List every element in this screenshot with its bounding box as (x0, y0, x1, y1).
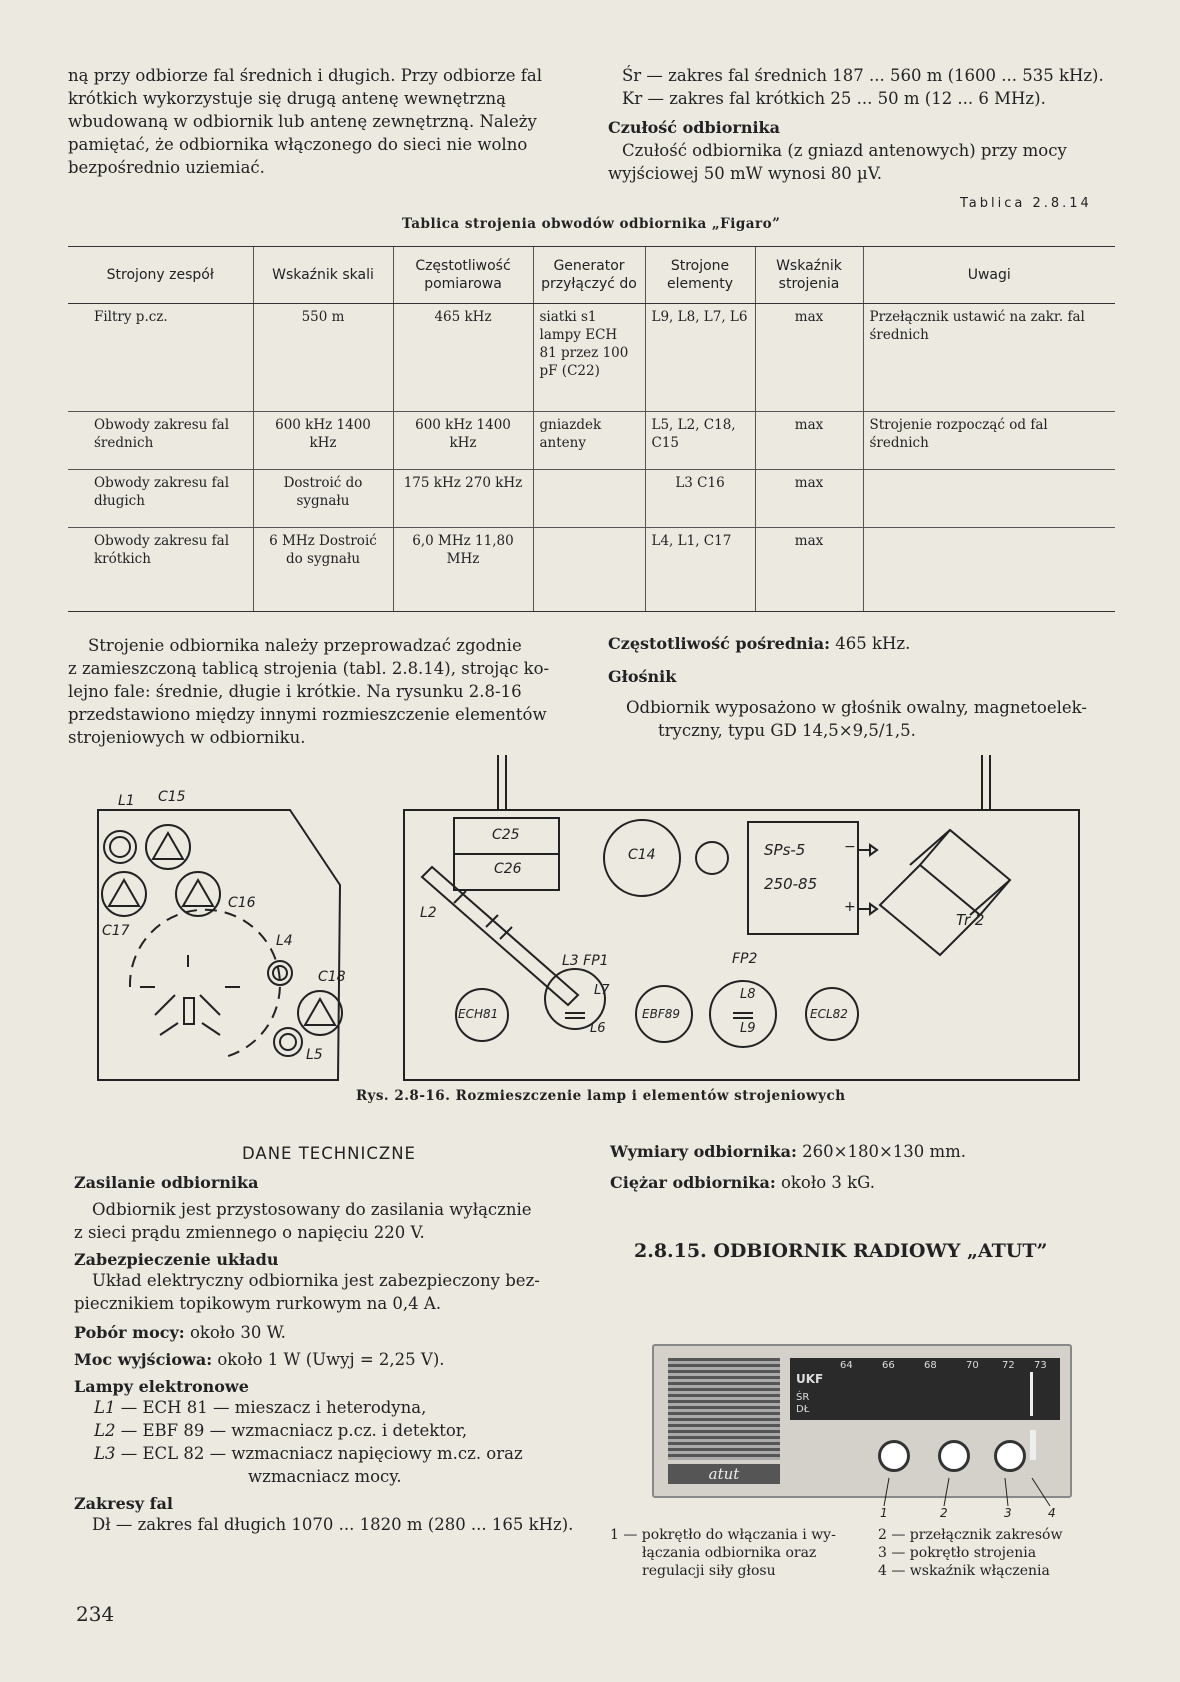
dims-label: Wymiary odbiornika: (610, 1142, 797, 1161)
table-cell (863, 470, 1115, 528)
table-cell: 175 kHz 270 kHz (393, 470, 533, 528)
table-cell (863, 528, 1115, 612)
label-tr2: Tr 2 (956, 911, 985, 929)
label-c15: C15 (158, 789, 186, 805)
right-bottom (610, 1140, 1110, 1262)
weight-label: Ciężar odbiornika: (610, 1173, 776, 1192)
tuning-paragraph (68, 634, 582, 749)
legend-item: 2 — przełącznik zakresów (878, 1527, 1063, 1543)
table-cell (533, 470, 645, 528)
tube-id: L1 (94, 1398, 116, 1417)
label-l3-fp1: L3 FP1 (562, 953, 609, 969)
band-sr: ŚR (796, 1392, 810, 1403)
output-line (74, 1348, 584, 1371)
label-sps: SPs-5 (764, 841, 806, 859)
tech-section (74, 1142, 584, 1536)
text-line: piecznikiem topikowym rurkowym na 0,4 A. (74, 1294, 442, 1313)
if-value: 465 kHz. (835, 634, 911, 653)
knob-1 (878, 1440, 910, 1472)
figure-labels (80, 755, 1110, 1085)
table-cell: Obwody zakresu fal średnich (68, 412, 253, 470)
text-line: strojeniowych w odbiorniku. (68, 728, 306, 747)
callout-1: 1 (880, 1506, 888, 1520)
consumption-line (74, 1321, 584, 1344)
label-c16: C16 (228, 895, 256, 911)
scale-mark: 66 (882, 1360, 895, 1371)
text-line: wyjściowej 50 mW wynosi 80 µV. (608, 164, 883, 183)
header-cell: Wskaźnik skali (253, 247, 393, 304)
tube-id: L3 (94, 1444, 116, 1463)
tube-line (74, 1396, 584, 1419)
table-cell: Strojenie rozpocząć od fal średnich (863, 412, 1115, 470)
header-cell: Strojony zespół (68, 247, 253, 304)
header-cell: Uwagi (863, 247, 1115, 304)
text-line: z zamieszczoną tablicą strojenia (tabl. 2.8.14), strojąc ko- (68, 659, 550, 678)
label-c14: C14 (628, 847, 656, 863)
label-l5: L5 (306, 1047, 323, 1063)
page-number: 234 (76, 1602, 115, 1626)
text-line: Czułość odbiornika (z gniazd antenowych) przy mocy (622, 141, 1067, 160)
table-cell: max (755, 470, 863, 528)
legend-item: łączania odbiornika oraz (642, 1545, 817, 1561)
label-minus: − (844, 839, 856, 855)
table-cell: L3 C16 (645, 470, 755, 528)
tuning-table (68, 246, 1115, 612)
label-l7: L7 (594, 983, 610, 998)
text-line: Układ elektryczny odbiornika jest zabezpieczony bez- (92, 1271, 540, 1290)
sensitivity-heading: Czułość odbiornika (608, 118, 780, 137)
table-cell: 465 kHz (393, 304, 533, 412)
text-line: ną przy odbiorze fal średnich i długich. Przy odbiorze fal (68, 66, 543, 85)
label-l1: L1 (118, 793, 135, 809)
label-c18: C18 (318, 969, 346, 985)
text-line: Odbiornik wyposażono w głośnik owalny, magnetoelek- (626, 698, 1087, 717)
table-cell (533, 528, 645, 612)
header-cell: Częstotliwość pomiarowa (393, 247, 533, 304)
ranges-block (608, 64, 1122, 185)
label-ecl82: ECL82 (810, 1007, 848, 1021)
table-cell: Dostroić do sygnału (253, 470, 393, 528)
dims-value: 260×180×130 mm. (802, 1142, 967, 1161)
output-label: Moc wyjściowa: (74, 1350, 213, 1369)
table-cell: gniazdek anteny (533, 412, 645, 470)
power-supply-heading: Zasilanie odbiornika (74, 1173, 259, 1192)
scale-mark: 70 (966, 1360, 979, 1371)
power-indicator (1030, 1430, 1036, 1460)
section-title: 2.8.15. ODBIORNIK RADIOWY „ATUT” (634, 1240, 1048, 1262)
table-cell: L4, L1, C17 (645, 528, 755, 612)
photo-legend-left (610, 1526, 860, 1580)
table-row (68, 304, 1115, 412)
legend-item: 1 — pokrętło do włączania i wy- (610, 1527, 836, 1543)
table-cell: 600 kHz 1400 kHz (253, 412, 393, 470)
knob-2 (938, 1440, 970, 1472)
table-cell: 6,0 MHz 11,80 MHz (393, 528, 533, 612)
speaker-grille (668, 1358, 780, 1460)
table-row (68, 528, 1115, 612)
label-l4: L4 (276, 933, 293, 949)
table-title: Tablica strojenia obwodów odbiornika „Figaro” (402, 216, 781, 232)
label-ech81: ECH81 (458, 1007, 499, 1021)
scale-mark: 72 (1002, 1360, 1015, 1371)
tube-cont: wzmacniacz mocy. (248, 1467, 402, 1486)
text-line: wbudowaną w odbiornik lub antenę zewnętrzną. Należy (68, 112, 537, 131)
output-value: około 1 W (Uwyj = 2,25 V). (217, 1350, 445, 1369)
tube-line (74, 1419, 584, 1442)
range-kr: Kr — zakres fal krótkich 25 ... 50 m (12 ... 6 MHz). (622, 89, 1046, 108)
scale-mark: 68 (924, 1360, 937, 1371)
band-dl-label: DŁ (796, 1404, 810, 1415)
bands-heading: Zakresy fal (74, 1494, 173, 1513)
table-cell: siatki s1 lampy ECH 81 przez 100 pF (C22) (533, 304, 645, 412)
scale-mark: 64 (840, 1360, 853, 1371)
knob-3 (994, 1440, 1026, 1472)
if-speaker-block (608, 632, 1118, 742)
table-header-row (68, 247, 1115, 304)
legend-item: 3 — pokrętło strojenia (878, 1545, 1037, 1561)
consumption-value: około 30 W. (189, 1323, 286, 1342)
text-line: pamiętać, że odbiornika włączonego do sieci nie wolno (68, 135, 528, 154)
band-ukf: UKF (796, 1372, 824, 1386)
table-cell: 6 MHz Dostroić do sygnału (253, 528, 393, 612)
table-cell: Obwody zakresu fal krótkich (68, 528, 253, 612)
tech-heading: DANE TECHNICZNE (242, 1144, 416, 1163)
header-cell: Wskaźnik strojenia (755, 247, 863, 304)
weight-line (610, 1171, 1110, 1194)
table-row (68, 412, 1115, 470)
callout-3: 3 (1004, 1506, 1012, 1520)
range-sr: Śr — zakres fal średnich 187 ... 560 m (1600 ... 535 kHz). (622, 66, 1104, 85)
tube-text: — ECL 82 — wzmacniacz napięciowy m.cz. oraz (120, 1444, 523, 1463)
table-label: Tablica 2.8.14 (960, 196, 1092, 211)
label-l2: L2 (420, 905, 437, 921)
tube-line (74, 1442, 584, 1465)
label-sps2: 250-85 (764, 875, 818, 893)
label-fp2: FP2 (732, 951, 758, 967)
header-cell: Strojone elementy (645, 247, 755, 304)
tubes-heading: Lampy elektronowe (74, 1377, 249, 1396)
label-l9: L9 (740, 1021, 756, 1036)
table-cell: Filtry p.cz. (68, 304, 253, 412)
text-line: lejno fale: średnie, długie i krótkie. Na rysunku 2.8-16 (68, 682, 522, 701)
text-line: Strojenie odbiornika należy przeprowadzać zgodnie (88, 636, 522, 655)
if-label: Częstotliwość pośrednia: (608, 634, 831, 653)
table-cell: Przełącznik ustawić na zakr. fal średnich (863, 304, 1115, 412)
table-cell: 600 kHz 1400 kHz (393, 412, 533, 470)
table-cell: L9, L8, L7, L6 (645, 304, 755, 412)
label-c25: C25 (492, 827, 520, 843)
intro-paragraph (68, 64, 578, 179)
consumption-label: Pobór mocy: (74, 1323, 185, 1342)
table-row (68, 470, 1115, 528)
label-c17: C17 (102, 923, 130, 939)
figure-caption: Rys. 2.8-16. Rozmieszczenie lamp i elementów strojeniowych (356, 1088, 846, 1104)
tube-text: — EBF 89 — wzmacniacz p.cz. i detektor, (120, 1421, 468, 1440)
table-cell: max (755, 412, 863, 470)
protection-heading: Zabezpieczenie układu (74, 1250, 279, 1269)
dial-panel (790, 1358, 1060, 1420)
label-plus: + (844, 899, 856, 915)
weight-value: około 3 kG. (781, 1173, 875, 1192)
callout-2: 2 (940, 1506, 948, 1520)
table-cell: L5, L2, C18, C15 (645, 412, 755, 470)
label-ebf89: EBF89 (642, 1007, 680, 1021)
header-cell: Generator przyłączyć do (533, 247, 645, 304)
callout-4: 4 (1048, 1506, 1056, 1520)
table-cell: Obwody zakresu fal długich (68, 470, 253, 528)
text-line: przedstawiono między innymi rozmieszczenie elementów (68, 705, 547, 724)
scale-mark: 73 (1034, 1360, 1047, 1371)
label-l6: L6 (590, 1021, 606, 1036)
legend-item: regulacji siły głosu (642, 1563, 776, 1579)
text-line: z sieci prądu zmiennego o napięciu 220 V. (74, 1223, 425, 1242)
photo-legend-right (878, 1526, 1118, 1580)
text-line: tryczny, typu GD 14,5×9,5/1,5. (658, 721, 916, 740)
label-l8: L8 (740, 987, 756, 1002)
label-c26: C26 (494, 861, 522, 877)
text-line: bezpośrednio uziemiać. (68, 158, 265, 177)
speaker-heading: Głośnik (608, 667, 677, 686)
legend-item: 4 — wskaźnik włączenia (878, 1563, 1050, 1579)
tube-text: — ECH 81 — mieszacz i heterodyna, (120, 1398, 427, 1417)
table-cell: max (755, 528, 863, 612)
dial-pointer (1030, 1372, 1033, 1416)
text-line: Odbiornik jest przystosowany do zasilania wyłącznie (92, 1200, 532, 1219)
table-cell: max (755, 304, 863, 412)
brand-logo: atut (708, 1465, 740, 1483)
table-cell: 550 m (253, 304, 393, 412)
dims-line (610, 1140, 1110, 1163)
band-dl: Dł — zakres fal długich 1070 ... 1820 m (280 ... 165 kHz). (92, 1515, 574, 1534)
tube-id: L2 (94, 1421, 116, 1440)
text-line: krótkich wykorzystuje się drugą antenę wewnętrzną (68, 89, 507, 108)
